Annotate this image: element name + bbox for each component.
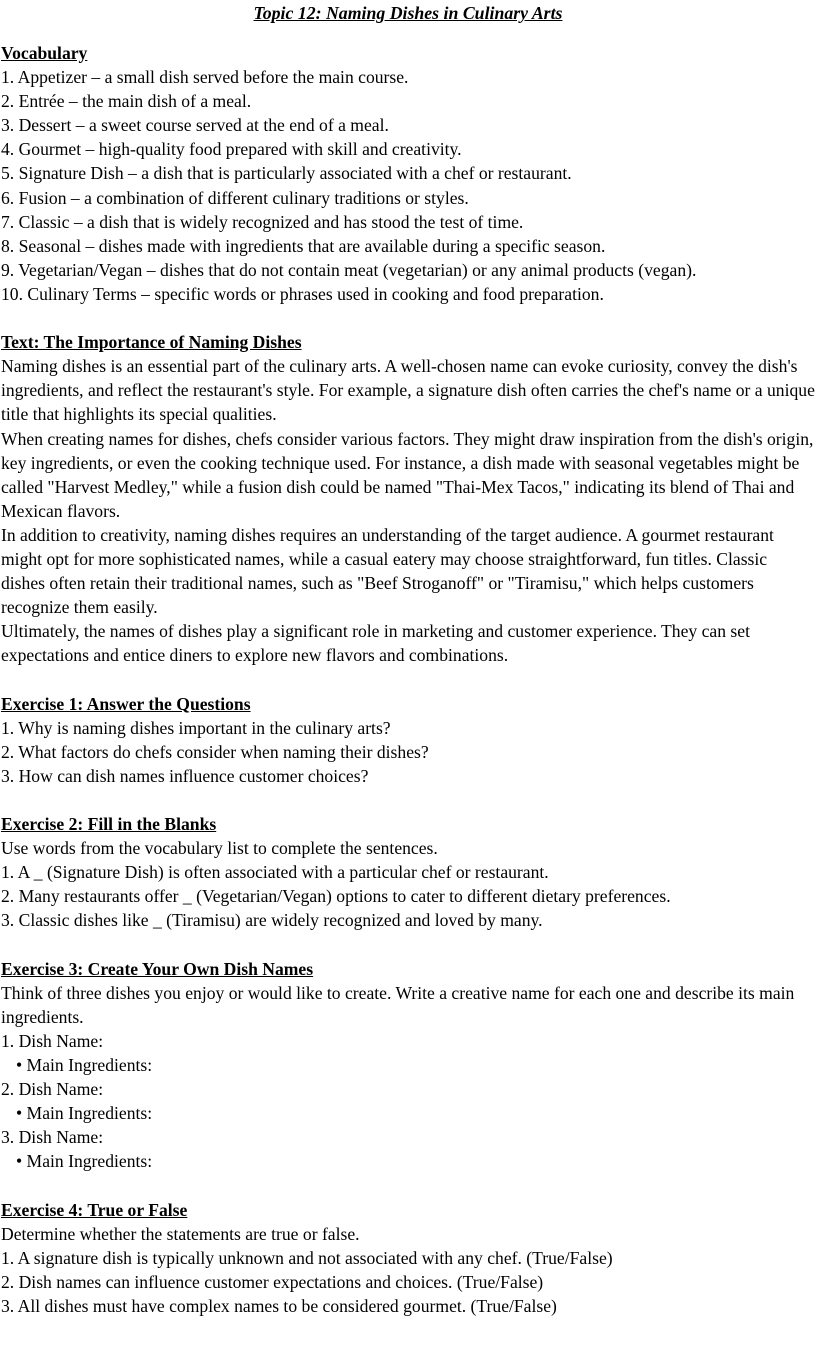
spacer [1,667,815,691]
vocabulary-item: 1. Appetizer – a small dish served before the main course. [1,67,409,88]
exercise-2-section [1,812,815,932]
exercise-3-heading: Exercise 3: Create Your Own Dish Names [1,958,314,979]
vocabulary-section [1,41,815,306]
exercise-4-heading: Exercise 4: True or False [1,1199,188,1220]
vocabulary-item: 5. Signature Dish – a dish that is particularly associated with a chef or restaurant. [1,163,572,184]
true-false-item: 3. All dishes must have complex names to be considered gourmet. (True/False) [1,1295,557,1316]
vocabulary-item: 3. Dessert – a sweet course served at the end of a meal. [1,115,389,136]
true-false-item: 1. A signature dish is typically unknown and not associated with any chef. (True/False) [1,1247,613,1268]
exercise-2-heading: Exercise 2: Fill in the Blanks [1,814,217,834]
dish-name-line: 1. Dish Name: [1,1030,104,1051]
exercise-3-instruction: Think of three dishes you enjoy or would like to create. Write a creative name for each one and describe its main ingredients. [1,982,795,1027]
reading-paragraph: When creating names for dishes, chefs consider various factors. They might draw inspiration from the dish's origin, key ingredients, or even the cooking technique used. For instance, a dish made with seasonal vegetables might be called "Harvest Medley," while a fusion dish could be named "Thai-Mex Tacos," indicating its blend of Thai and Mexican flavors. [1,428,814,521]
main-ingredients-line: • Main Ingredients: [16,1054,153,1075]
fill-blank-item: 3. Classic dishes like _ (Tiramisu) are widely recognized and loved by many. [1,910,543,931]
fill-blank-item: 1. A _ (Signature Dish) is often associated with a particular chef or restaurant. [1,862,549,883]
spacer [1,306,815,330]
vocabulary-item: 7. Classic – a dish that is widely recognized and has stood the test of time. [1,211,524,232]
reading-text-section [1,330,815,667]
vocabulary-heading: Vocabulary [1,43,88,63]
vocabulary-item: 8. Seasonal – dishes made with ingredients that are available during a specific season. [1,235,606,256]
question-item: 2. What factors do chefs consider when naming their dishes? [1,741,429,762]
fill-blank-item: 2. Many restaurants offer _ (Vegetarian/Vegan) options to cater to different dietary preferences. [1,886,671,907]
vocabulary-item: 9. Vegetarian/Vegan – dishes that do not contain meat (vegetarian) or any animal products (vegan). [1,259,697,280]
question-item: 1. Why is naming dishes important in the culinary arts? [1,717,391,738]
spacer [1,1173,815,1197]
reading-text-heading: Text: The Importance of Naming Dishes [1,332,302,353]
reading-paragraph: Ultimately, the names of dishes play a significant role in marketing and customer experience. They can set expectations and entice diners to explore new flavors and combinations. [1,621,750,666]
exercise-4-section [1,1198,815,1318]
vocabulary-item: 10. Culinary Terms – specific words or phrases used in cooking and food preparation. [1,283,604,304]
exercise-1-section [1,692,815,788]
reading-paragraph: In addition to creativity, naming dishes requires an understanding of the target audience. A gourmet restaurant might opt for more sophisticated names, while a casual eatery may choose straightforward, fun titles. Classic dishes often retain their traditional names, such as "Beef Stroganoff" or "Tiramisu," which helps customers recognize them easily. [1,524,774,618]
reading-paragraph: Naming dishes is an essential part of the culinary arts. A well-chosen name can evoke curiosity, convey the dish's ingredients, and reflect the restaurant's style. For example, a signature dish often carries the chef's name or a unique title that highlights its special qualities. [1,356,815,425]
main-ingredients-line: • Main Ingredients: [16,1103,153,1124]
true-false-item: 2. Dish names can influence customer expectations and choices. (True/False) [1,1271,544,1292]
vocabulary-item: 4. Gourmet – high-quality food prepared with skill and creativity. [1,139,462,160]
exercise-2-instruction: Use words from the vocabulary list to complete the sentences. [1,838,438,859]
exercise-3-section [1,957,815,1174]
page-title: Topic 12: Naming Dishes in Culinary Arts [253,3,563,23]
vocabulary-item: 6. Fusion – a combination of different culinary traditions or styles. [1,187,469,208]
dish-name-line: 3. Dish Name: [1,1127,104,1148]
dish-name-line: 2. Dish Name: [1,1079,104,1100]
spacer [1,932,815,956]
spacer [1,27,815,41]
exercise-4-instruction: Determine whether the statements are true or false. [1,1223,360,1244]
exercise-1-heading: Exercise 1: Answer the Questions [1,693,251,714]
spacer [1,788,815,812]
vocabulary-item: 2. Entrée – the main dish of a meal. [1,91,252,112]
question-item: 3. How can dish names influence customer choices? [1,765,369,786]
main-ingredients-line: • Main Ingredients: [16,1151,153,1172]
